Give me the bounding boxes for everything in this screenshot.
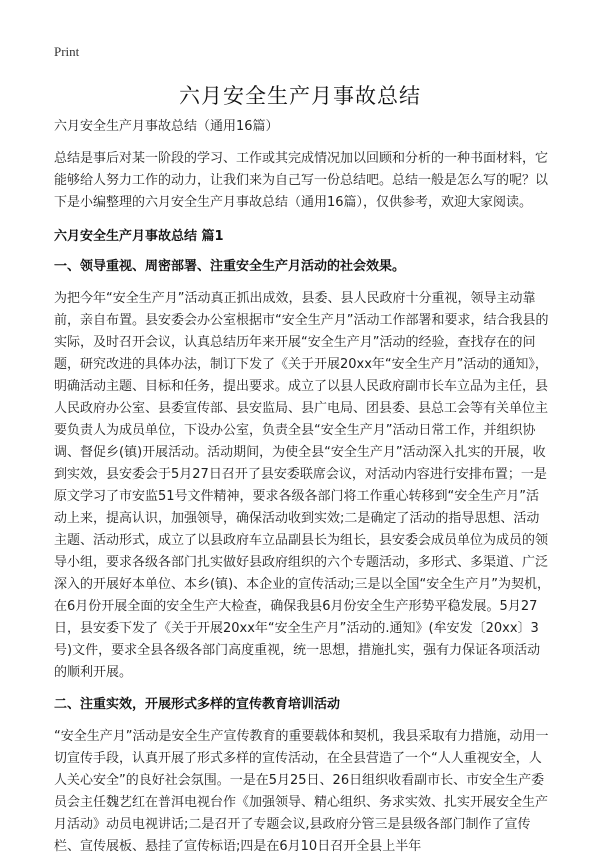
paragraph-1: 为把今年“安全生产月”活动真正抓出成效，县委、县人民政府十分重视，领导主动靠前，亲自布置。县安委会办公室根据市“安全生产月”活动工作部署和要求，结合我县的实际，及时召开会议，认真总结历年来开展“安全生产月”活动的经验，查找存在的问题，研究改进的具体办法，制订下发了《关于开展20xx年“安全生产月”活动的通知》，明确活动主题、目标和任务，提出要求。成立了以县人民政府副市长车立品为主任，县人民政府办公室、县委宣传部、县安监局、县广电局、团县委、县总工会等有关单位主要负责人为成员单位，下设办公室，负责全县“安全生产月”活动日常工作，并组织协调、督促乡(镇)开展活动。活动期间，为使全县“安全生产月”活动深入扎实的开展，收到实效，县安委会于5月27日召开了县安委联席会议，对活动内容进行安排布置；一是原文学习了市安监51号文件精神，要求各级各部门将工作重心转移到“安全生产月”活动上来，提高认识，加强领导，确保活动收到实效;二是确定了活动的指导思想、活动主题、活动形式，成立了以县政府车立品副县长为组长，县安委会成员单位为成员的领导小组，要求各级各部门扎实做好县政府组织的六个专题活动，多形式、多渠道、广泛深入的开展好本单位、本乡(镇)、本企业的宣传活动;三是以全国“安全生产月”为契机，在6月份开展全面的安全生产大检查，确保我县6月份安全生产形势平稳发展。5月27日，县安委下发了《关于开展20xx年“安全生产月”活动的.通知》(牟安发〔20xx〕3号)文件，要求全县各级各部门高度重视，统一思想，措施扎实，强有力保证各项活动的顺利开展。 [54,291,550,680]
article-intro: 总结是事后对某一阶段的学习、工作或其完成情况加以回顾和分析的一种书面材料，它能够给人努力工作的动力，让我们来为自己写一份总结吧。总结一般是怎么写的呢？以下是小编整理的六月安全生产月事故总结（通用16篇），仅供参考，欢迎大家阅读。 [54,151,549,210]
article-subtitle: 六月安全生产月事故总结（通用16篇） [54,119,279,134]
page-title: 六月安全生产月事故总结 [179,84,421,108]
print-link[interactable]: Print [54,44,80,59]
article-body [54,116,550,868]
heading-2: 二、注重实效，开展形式多样的宣传教育培训活动 [54,697,341,712]
paragraph-2: “安全生产月”活动是安全生产宣传教育的重要载体和契机，我县采取有力措施，动用一切宣传手段，认真开展了形式多样的宣传活动，在全县营造了一个“人人重视安全，人人关心安全”的良好社会氛围。一是在5月25日、26日组织收看副市长、市安全生产委员会主任魏艺红在普洱电视台作《加强领导、精心组织、务求实效、扎实开展安全生产月活动》动员电视讲话;二是召开了专题会议,县政府分管三是县级各部门制作了宣传栏、宣传展板、悬挂了宣传标语;四是在6月10日召开全县上半年 [54,729,549,854]
section-title: 六月安全生产月事故总结 篇1 [54,229,224,244]
heading-1: 一、领导重视、周密部署、注重安全生产月活动的社会效果。 [54,259,406,274]
